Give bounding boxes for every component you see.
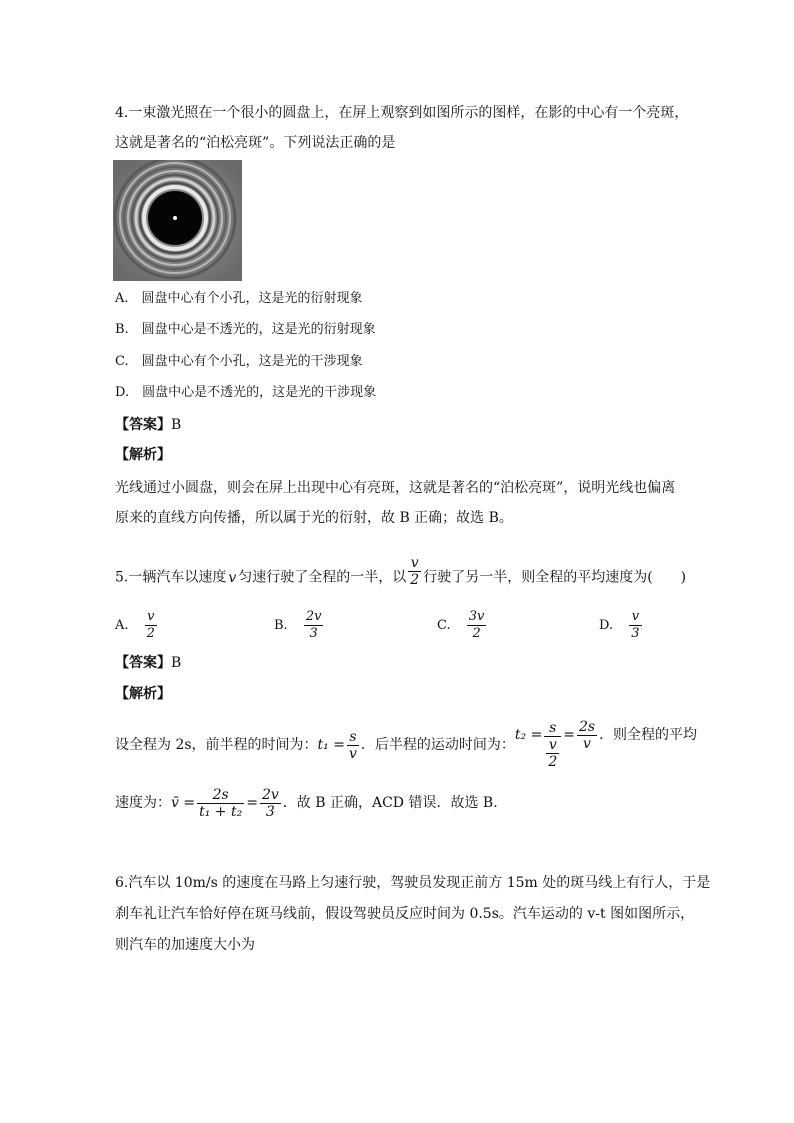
q5-stem-part-b: 匀速行驶了全程的一半，以: [238, 569, 407, 586]
q5-option-d: [599, 609, 642, 642]
q5-stem-frac-num: v: [410, 555, 419, 571]
q5-option-b-label: B.: [274, 618, 288, 633]
q4-answer-value: B: [171, 417, 182, 433]
poisson-spot-image: [113, 160, 242, 281]
q5-option-c-label: C.: [437, 618, 451, 633]
q5-option-a-den: 2: [146, 626, 155, 641]
q5-option-d-den: 3: [631, 626, 640, 641]
q5-stem-fraction: [408, 555, 421, 588]
q5-a1-t1: t₁ =: [317, 737, 345, 753]
q6-stem-line2: 刹车礼让汽车恰好停在斑马线前，假设驾驶员反应时间为 0.5s。汽车运动的 v-t 图如图所示，: [115, 906, 695, 922]
q5-stem: [115, 555, 687, 588]
q4-option-a: A. 圆盘中心有个小孔，这是光的衍射现象: [115, 291, 363, 306]
q5-a1-frac1-num: s: [349, 728, 357, 745]
q5-a1-frac3: [577, 719, 597, 752]
q5-a1-frac2-inner: [546, 737, 559, 770]
q5-a1-text1: 设全程为 2s，前半程的时间为：: [115, 737, 318, 753]
q4-option-b: B. 圆盘中心是不透光的，这是光的衍射现象: [115, 322, 376, 337]
q5-a1-frac2-inner-den: 2: [548, 754, 558, 770]
q4-option-d: D. 圆盘中心是不透光的，这是光的干涉现象: [115, 385, 377, 400]
q4-option-c: C. 圆盘中心有个小孔，这是光的干涉现象: [115, 354, 363, 369]
q5-analysis-line1: [115, 720, 697, 770]
q5-stem-part-a: 5.一辆汽车以速度: [115, 569, 227, 586]
q5-option-a-label: A.: [115, 618, 129, 633]
q5-a2-eq: =: [246, 795, 258, 811]
q5-a1-frac3-num: 2s: [578, 718, 596, 735]
q5-answer-value: B: [171, 655, 182, 671]
q5-option-c: [437, 609, 486, 642]
q5-stem-part-c: 行驶了另一半，则全程的平均速度为( ): [423, 569, 687, 586]
q4-stem-line2: 这就是著名的“泊松亮斑”。下列说法正确的是: [115, 135, 396, 151]
q5-option-d-num: v: [631, 609, 640, 624]
q5-a1-frac3-den: v: [577, 735, 597, 752]
q5-a1-frac1: [347, 729, 359, 762]
q5-a1-text2: ．后半程的运动时间为：: [360, 737, 515, 753]
q5-option-b-num: 2v: [305, 609, 322, 624]
q5-option-d-label: D.: [599, 618, 614, 633]
q5-analysis-label: 【解析】: [115, 686, 171, 702]
q5-a1-frac2-inner-num: v: [548, 737, 557, 753]
q5-a1-t2: t₂ =: [514, 727, 543, 743]
q5-a2-frac1-den: t₁ + t₂: [199, 803, 243, 820]
q5-answer: [115, 653, 181, 673]
q6-stem-line1: 6.汽车以 10m/s 的速度在马路上匀速行驶，驾驶员发现正前方 15m 处的斑马线上有行人，于是: [115, 875, 711, 891]
q5-a2-vbar: v̄ =: [171, 795, 196, 811]
q4-analysis-line2: 原来的直线方向传播，所以属于光的衍射，故 B 正确；故选 B。: [115, 510, 513, 526]
q5-stem-frac-den: 2: [410, 572, 420, 588]
q4-stem-line1: 4.一束激光照在一个很小的圆盘上，在屏上观察到如图所示的图样，在影的中心有一个亮斑，: [115, 105, 689, 121]
q5-a2-text1: 速度为：: [115, 795, 171, 811]
q5-option-a: [115, 609, 157, 642]
q5-option-b: [274, 609, 323, 642]
q5-stem-v: v: [228, 569, 237, 586]
q5-option-d-fraction: [629, 609, 641, 642]
q5-analysis-line2: [115, 786, 498, 820]
q5-a2-frac1: [197, 787, 244, 820]
q5-a1-text3: ．则全程的平均: [599, 727, 698, 743]
q5-option-b-fraction: [304, 609, 324, 642]
q5-option-a-num: v: [147, 609, 155, 624]
q5-a1-frac2-den: [544, 736, 561, 770]
q5-a2-frac1-num: 2s: [212, 786, 229, 803]
q5-a1-frac2-num: s: [549, 720, 557, 736]
q5-option-b-den: 3: [304, 625, 324, 642]
q5-a2-frac2-num: 2v: [261, 786, 279, 803]
q5-a1-frac2: [544, 720, 561, 770]
q5-option-c-num: 3v: [468, 609, 485, 624]
q5-answer-label: 【答案】: [115, 655, 171, 671]
q5-a1-eq: =: [563, 727, 575, 743]
q5-a1-frac1-den: v: [348, 745, 357, 762]
q4-answer-label: 【答案】: [115, 417, 171, 433]
q4-analysis-label: 【解析】: [115, 447, 171, 463]
q4-analysis-line1: 光线通过小圆盘，则会在屏上出现中心有亮斑，这就是著名的“泊松亮斑”，说明光线也偏离: [115, 480, 676, 496]
q5-a2-frac2-den: 3: [260, 803, 281, 820]
q5-option-a-fraction: [145, 609, 157, 642]
q5-option-c-fraction: [467, 609, 487, 642]
q4-answer: [115, 415, 181, 435]
q6-stem-line3: 则汽车的加速度大小为: [115, 937, 255, 953]
q5-option-c-den: 2: [467, 625, 487, 642]
q5-a2-text2: ．故 B 正确，ACD 错误．故选 B.: [282, 795, 498, 811]
q5-a2-frac2: [260, 787, 281, 820]
